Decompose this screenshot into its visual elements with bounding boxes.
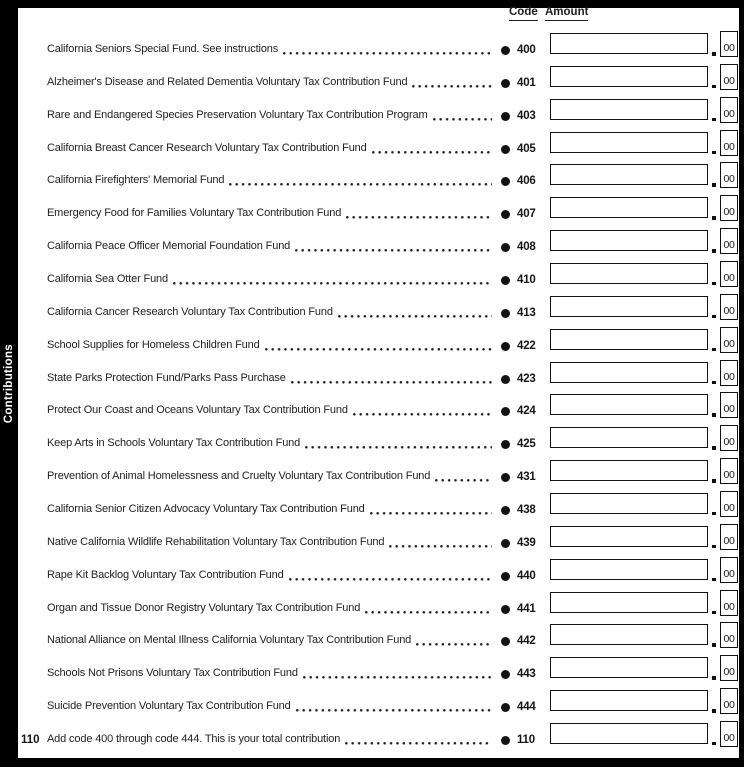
cents-label: 00 (723, 140, 735, 153)
fund-label-line (47, 568, 494, 583)
decimal-point-icon (712, 183, 716, 187)
fund-code: 444 (517, 701, 536, 714)
cents-label: 00 (723, 42, 735, 54)
fund-label-line (47, 305, 494, 320)
dot-leader (416, 643, 492, 646)
dot-leader (338, 315, 492, 318)
fund-code: 110 (517, 733, 535, 746)
amount-input-410[interactable] (550, 263, 708, 284)
fund-label-line (47, 601, 494, 616)
amount-input-401[interactable] (550, 66, 708, 87)
fund-label-line (47, 371, 494, 386)
cents-label: 00 (723, 239, 735, 252)
dot-leader (346, 216, 492, 219)
fund-label: Schools Not Prisons Voluntary Tax Contribution Fund (47, 667, 298, 680)
fund-label-line (47, 272, 494, 287)
decimal-point-icon (712, 611, 716, 615)
decimal-point-icon (712, 315, 716, 319)
cents-box (720, 524, 738, 550)
fund-label: California Firefighters' Memorial Fund (47, 174, 225, 187)
fund-code: 401 (517, 76, 536, 89)
bullet-icon (501, 309, 510, 318)
decimal-point-icon (712, 545, 716, 549)
decimal-point-icon (712, 643, 716, 647)
cents-box (720, 261, 738, 287)
amount-input-408[interactable] (550, 230, 708, 251)
fund-code: 400 (517, 44, 536, 56)
fund-label-line (47, 206, 494, 221)
contribution-row-439 (0, 526, 744, 559)
fund-code: 410 (517, 273, 536, 286)
cents-box (720, 721, 738, 747)
contribution-row-441 (0, 592, 744, 625)
decimal-point-icon (712, 52, 716, 56)
dot-leader (345, 742, 492, 745)
fund-label-line (47, 403, 494, 418)
decimal-point-icon (712, 216, 716, 220)
fund-label-line (47, 469, 494, 484)
frame-border-top (0, 0, 744, 8)
bullet-icon (501, 79, 510, 88)
dot-leader (295, 249, 492, 252)
bullet-icon (501, 375, 510, 384)
amount-input-424[interactable] (550, 394, 708, 415)
fund-label: Rape Kit Backlog Voluntary Tax Contribution Fund (47, 568, 284, 581)
dot-leader (389, 545, 492, 548)
fund-label-line (47, 239, 494, 254)
fund-label: California Breast Cancer Research Voluntary Tax Contribution Fund (47, 141, 367, 154)
fund-label: Rare and Endangered Species Preservation Voluntary Tax Contribution Program (47, 108, 428, 121)
amount-input-440[interactable] (550, 559, 708, 580)
dot-leader (435, 479, 492, 482)
fund-code: 425 (517, 438, 536, 451)
dot-leader (289, 578, 492, 581)
bullet-icon (501, 605, 510, 614)
bullet-icon (501, 177, 510, 186)
cents-label: 00 (723, 304, 735, 317)
fund-label-line (47, 42, 494, 57)
bullet-icon (501, 210, 510, 219)
amount-input-423[interactable] (550, 362, 708, 383)
cents-label: 00 (723, 271, 735, 284)
frame-border-bottom (0, 758, 744, 767)
dot-leader (412, 85, 492, 88)
fund-code: 403 (517, 109, 536, 122)
fund-label: National Alliance on Mental Illness California Voluntary Tax Contribution Fund (47, 634, 412, 647)
fund-label-line (47, 699, 494, 714)
cents-label: 00 (723, 74, 735, 87)
fund-code: 422 (517, 339, 536, 352)
decimal-point-icon (712, 676, 716, 680)
cents-label: 00 (723, 337, 735, 350)
amount-input-405[interactable] (550, 132, 708, 153)
amount-input-444[interactable] (550, 690, 708, 711)
fund-label: California Senior Citizen Advocacy Voluntary Tax Contribution Fund (47, 502, 365, 515)
decimal-point-icon (712, 249, 716, 253)
amount-input-441[interactable] (550, 592, 708, 613)
fund-label: Suicide Prevention Voluntary Tax Contribution Fund (47, 700, 291, 713)
contribution-row-424 (0, 394, 744, 427)
fund-label-line (47, 732, 494, 747)
cents-box (720, 64, 738, 90)
amount-input-400[interactable] (550, 33, 708, 54)
fund-code: 406 (517, 175, 536, 188)
contribution-row-406 (0, 164, 744, 197)
decimal-point-icon (712, 282, 716, 286)
dot-leader (365, 611, 492, 614)
contribution-row-110 (0, 723, 744, 756)
fund-label: California Peace Officer Memorial Foundation Fund (47, 240, 291, 253)
cents-label: 00 (723, 501, 735, 514)
cents-box (720, 97, 738, 123)
bullet-icon (501, 276, 510, 285)
bullet-icon (501, 473, 510, 482)
fund-label-line (47, 108, 494, 123)
fund-label: State Parks Protection Fund/Parks Pass Purchase (47, 371, 286, 384)
dot-leader (283, 52, 492, 55)
dot-leader (303, 676, 492, 679)
bullet-icon (501, 670, 510, 679)
cents-box (720, 491, 738, 517)
fund-code: 407 (517, 208, 536, 221)
bullet-icon (501, 145, 510, 154)
decimal-point-icon (712, 512, 716, 516)
bullet-icon (501, 243, 510, 252)
cents-box (720, 294, 738, 320)
column-header-code: Code (509, 6, 538, 21)
fund-label-line (47, 666, 494, 681)
dot-leader (265, 348, 492, 351)
contribution-row-408 (0, 230, 744, 263)
contribution-row-401 (0, 66, 744, 99)
contribution-row-443 (0, 657, 744, 690)
cents-box (720, 360, 738, 386)
fund-label: Alzheimer's Disease and Related Dementia Voluntary Tax Contribution Fund (47, 75, 408, 88)
cents-box (720, 425, 738, 451)
contribution-row-440 (0, 559, 744, 592)
bullet-icon (501, 637, 510, 646)
cents-box (720, 31, 738, 57)
contribution-row-400 (0, 33, 744, 66)
dot-leader (372, 151, 492, 154)
fund-label-line (47, 633, 494, 648)
cents-box (720, 392, 738, 418)
dot-leader (353, 413, 492, 416)
fund-code: 413 (517, 306, 536, 319)
contribution-row-407 (0, 197, 744, 230)
bullet-icon (501, 440, 510, 449)
cents-label: 00 (723, 469, 735, 482)
cents-box (720, 655, 738, 681)
dot-leader (291, 381, 492, 384)
decimal-point-icon (712, 446, 716, 450)
fund-label: Protect Our Coast and Oceans Voluntary Tax Contribution Fund (47, 404, 348, 417)
amount-input-422[interactable] (550, 329, 708, 350)
dot-leader (433, 118, 493, 121)
bullet-icon (501, 112, 510, 121)
fund-label-line (47, 75, 494, 90)
cents-box (720, 688, 738, 714)
fund-code: 443 (517, 668, 536, 681)
fund-code: 408 (517, 241, 536, 254)
cents-box (720, 130, 738, 156)
contribution-row-444 (0, 690, 744, 723)
fund-label: California Cancer Research Voluntary Tax Contribution Fund (47, 305, 333, 318)
bullet-icon (501, 46, 510, 55)
decimal-point-icon (712, 85, 716, 89)
cents-label: 00 (723, 107, 735, 120)
dot-leader (296, 709, 492, 712)
dot-leader (305, 446, 492, 449)
fund-label: California Sea Otter Fund (47, 272, 168, 285)
decimal-point-icon (712, 742, 716, 746)
fund-code: 439 (517, 536, 536, 549)
amount-input-442[interactable] (550, 624, 708, 645)
cents-box (720, 557, 738, 583)
bullet-icon (501, 736, 510, 745)
amount-input-431[interactable] (550, 460, 708, 481)
bullet-icon (501, 703, 510, 712)
fund-label: Prevention of Animal Homelessness and Cruelty Voluntary Tax Contribution Fund (47, 470, 431, 483)
amount-input-403[interactable] (550, 99, 708, 120)
cents-label: 00 (723, 173, 735, 186)
bullet-icon (501, 506, 510, 515)
sidebar-section-label: Contributions (3, 343, 15, 424)
cents-label: 00 (723, 600, 735, 613)
fund-code: 442 (517, 635, 536, 648)
cents-label: 00 (723, 666, 735, 679)
fund-code: 424 (517, 405, 536, 418)
fund-label-line (47, 338, 494, 353)
fund-label: Organ and Tissue Donor Registry Voluntary Tax Contribution Fund (47, 601, 361, 614)
cents-label: 00 (723, 567, 735, 580)
cents-box (720, 590, 738, 616)
fund-code: 441 (517, 602, 536, 615)
dot-leader (173, 282, 492, 285)
cents-box (720, 622, 738, 648)
amount-input-438[interactable] (550, 493, 708, 514)
fund-label-line (47, 141, 494, 156)
decimal-point-icon (712, 479, 716, 483)
contribution-row-431 (0, 460, 744, 493)
cents-box (720, 458, 738, 484)
bullet-icon (501, 407, 510, 416)
decimal-point-icon (712, 578, 716, 582)
bullet-icon (501, 572, 510, 581)
amount-input-425[interactable] (550, 427, 708, 448)
contribution-row-410 (0, 263, 744, 296)
decimal-point-icon (712, 348, 716, 352)
line-number-prefix: 110 (21, 733, 40, 746)
bullet-icon (501, 539, 510, 548)
cents-label: 00 (723, 633, 735, 646)
amount-input-110[interactable] (550, 723, 708, 744)
fund-code: 440 (517, 569, 536, 582)
fund-label: Keep Arts in Schools Voluntary Tax Contribution Fund (47, 437, 301, 450)
cents-label: 00 (723, 206, 735, 219)
amount-input-407[interactable] (550, 197, 708, 218)
contribution-row-405 (0, 132, 744, 165)
cents-box (720, 162, 738, 188)
column-header-amount: Amount (545, 6, 588, 21)
fund-label: School Supplies for Homeless Children Fund (47, 338, 260, 351)
amount-input-413[interactable] (550, 296, 708, 317)
contribution-row-413 (0, 296, 744, 329)
contribution-row-438 (0, 493, 744, 526)
contribution-row-442 (0, 624, 744, 657)
cents-box (720, 228, 738, 254)
cents-label: 00 (723, 403, 735, 416)
decimal-point-icon (712, 709, 716, 713)
bullet-icon (501, 342, 510, 351)
fund-code: 423 (517, 372, 536, 385)
amount-input-439[interactable] (550, 526, 708, 547)
cents-box (720, 195, 738, 221)
fund-label: California Seniors Special Fund. See instructions (47, 43, 279, 55)
dot-leader (370, 512, 492, 515)
fund-label-line (47, 436, 494, 451)
amount-input-406[interactable] (550, 164, 708, 185)
cents-label: 00 (723, 534, 735, 547)
decimal-point-icon (712, 381, 716, 385)
fund-code: 431 (517, 471, 536, 484)
contribution-row-422 (0, 329, 744, 362)
contribution-row-423 (0, 362, 744, 395)
fund-code: 405 (517, 142, 536, 155)
fund-code: 438 (517, 503, 536, 516)
cents-label: 00 (723, 370, 735, 383)
decimal-point-icon (712, 151, 716, 155)
fund-label: Add code 400 through code 444. This is your total contribution (47, 732, 341, 745)
fund-label-line (47, 535, 494, 550)
contribution-row-425 (0, 427, 744, 460)
fund-label-line (47, 502, 494, 517)
cents-label: 00 (723, 436, 735, 449)
cents-label: 00 (723, 731, 735, 744)
contribution-row-403 (0, 99, 744, 132)
fund-label: Emergency Food for Families Voluntary Tax Contribution Fund (47, 207, 342, 220)
fund-label: Native California Wildlife Rehabilitation Voluntary Tax Contribution Fund (47, 535, 385, 548)
decimal-point-icon (712, 413, 716, 417)
amount-input-443[interactable] (550, 657, 708, 678)
decimal-point-icon (712, 118, 716, 122)
cents-label: 00 (723, 699, 735, 712)
dot-leader (229, 183, 492, 186)
fund-label-line (47, 173, 494, 188)
cents-box (720, 327, 738, 353)
